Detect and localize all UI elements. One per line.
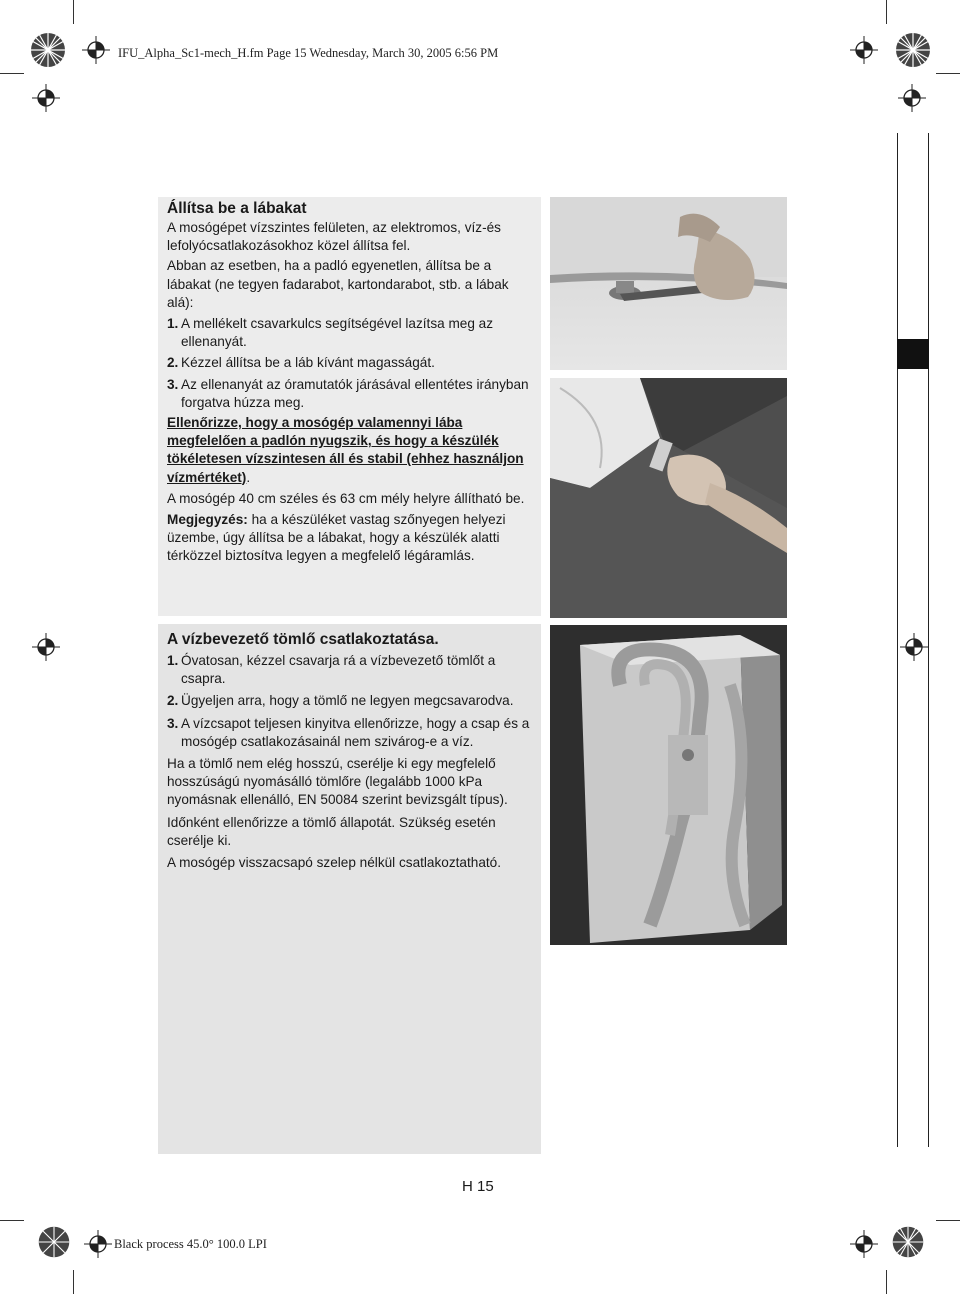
- crop-line: [73, 1270, 74, 1294]
- crop-line: [886, 1270, 887, 1294]
- crosshair-icon: [32, 84, 60, 112]
- section2-step-2: [167, 692, 535, 710]
- section1-note: [167, 511, 535, 566]
- check-underlined: Ellenőrizze, hogy a mosógép valamennyi lába megfelelően a padlón nyugszik, és hogy a készülék tökéletesen vízszintesen áll és stabil (ehhez használjon vízmértéket): [167, 415, 524, 485]
- photo-machine-back-drawing: [550, 625, 787, 945]
- panel-divider: [158, 616, 541, 624]
- note-text: ha a készüléket vastag szőnyegen helyezi üzembe, úgy állítsa be a lábakat, hogy a készülék alatti térközzel biztosítva legyen a megfelelő légáramlás.: [167, 512, 506, 564]
- registration-mark-icon: [28, 30, 68, 70]
- section2-para2: Időnként ellenőrizze a tömlő állapotát. Szükség esetén cserélje ki.: [167, 814, 496, 848]
- registration-mark-icon: [36, 1224, 72, 1260]
- section1-step-2: [167, 354, 535, 372]
- step-text: A vízcsapot teljesen kinyitva ellenőrizze, hogy a csap és a mosógép csatlakozásainál nem szivárog-e a víz.: [181, 715, 530, 749]
- section1-step-1: [167, 315, 535, 351]
- crop-line: [886, 0, 887, 24]
- section1-title: Állítsa be a lábakat: [167, 200, 307, 217]
- crosshair-icon: [32, 633, 60, 661]
- section2-step-3: [167, 715, 535, 751]
- photo-machine-back: [550, 625, 787, 945]
- side-tab: [897, 133, 929, 1147]
- step-number: 3.: [167, 715, 179, 731]
- section1-check: [167, 414, 535, 487]
- section1-step-3: [167, 376, 535, 412]
- step-text: Ügyeljen arra, hogy a tömlő ne legyen megcsavarodva.: [181, 693, 514, 709]
- section2-para3: A mosógép visszacsapó szelep nélkül csatlakoztatható.: [167, 855, 501, 871]
- crop-line: [73, 0, 74, 24]
- crosshair-icon: [898, 84, 926, 112]
- photo-hand-adjust-drawing: [550, 378, 787, 618]
- step-number: 2.: [167, 693, 179, 709]
- section2-content: [167, 630, 535, 872]
- check-end: .: [246, 469, 251, 485]
- step-number: 1.: [167, 653, 179, 668]
- registration-mark-icon: [893, 30, 933, 70]
- crosshair-icon: [850, 1230, 878, 1258]
- footer-slug: Black process 45.0° 100.0 LPI: [114, 1237, 267, 1251]
- step-number: 1.: [167, 316, 179, 332]
- crosshair-icon: [850, 36, 878, 64]
- section2-title: A vízbevezető tömlő csatlakoztatása.: [167, 631, 439, 648]
- photo-foot-wrench: [550, 197, 787, 370]
- section2-step-1: [167, 652, 535, 688]
- photo-hand-adjust: [550, 378, 787, 618]
- header-slug: IFU_Alpha_Sc1-mech_H.fm Page 15 Wednesday, March 30, 2005 6:56 PM: [118, 46, 499, 60]
- section2-para1: Ha a tömlő nem elég hosszú, cserélje ki egy megfelelő hosszúságú nyomásálló tömlőre (legalább 1000 kPa nyomásnak ellenálló, EN 50084 szerint bevizsgált típus).: [167, 756, 508, 808]
- step-number: 3.: [167, 376, 179, 392]
- step-number: 2.: [167, 355, 179, 371]
- section1-size-note: A mosógép 40 cm széles és 63 cm mély helyre állítható be.: [167, 490, 525, 506]
- registration-mark-icon: [890, 1224, 926, 1260]
- note-label: Megjegyzés:: [167, 512, 248, 528]
- page-number: H 15: [462, 1178, 494, 1195]
- crosshair-icon: [84, 1230, 112, 1258]
- crop-line: [936, 1220, 960, 1221]
- photo-foot-wrench-drawing: [550, 197, 787, 370]
- step-text: Kézzel állítsa be a láb kívánt magasságát.: [181, 355, 435, 371]
- section1-intro: A mosógépet vízszintes felületen, az elektromos, víz-és lefolyócsatlakozásokhoz közel állítsa fel.: [167, 220, 501, 254]
- crop-line: [0, 1220, 24, 1221]
- step-text: A mellékelt csavarkulcs segítségével lazítsa meg az ellenanyát.: [181, 316, 494, 350]
- side-tab-marker: [897, 339, 929, 369]
- crop-line: [936, 73, 960, 74]
- step-text: Az ellenanyát az óramutatók járásával ellentétes irányban forgatva húzza meg.: [181, 376, 529, 410]
- crosshair-icon: [82, 36, 110, 64]
- section1-para2: Abban az esetben, ha a padló egyenetlen, állítsa be a lábakat (ne tegyen fadarabot, kartondarabot, stb. a lábak alá):: [167, 258, 509, 310]
- step-text: Óvatosan, kézzel csavarja rá a vízbevezető tömlőt a csapra.: [181, 653, 496, 687]
- crop-line: [0, 73, 24, 74]
- section1-content: [167, 199, 535, 566]
